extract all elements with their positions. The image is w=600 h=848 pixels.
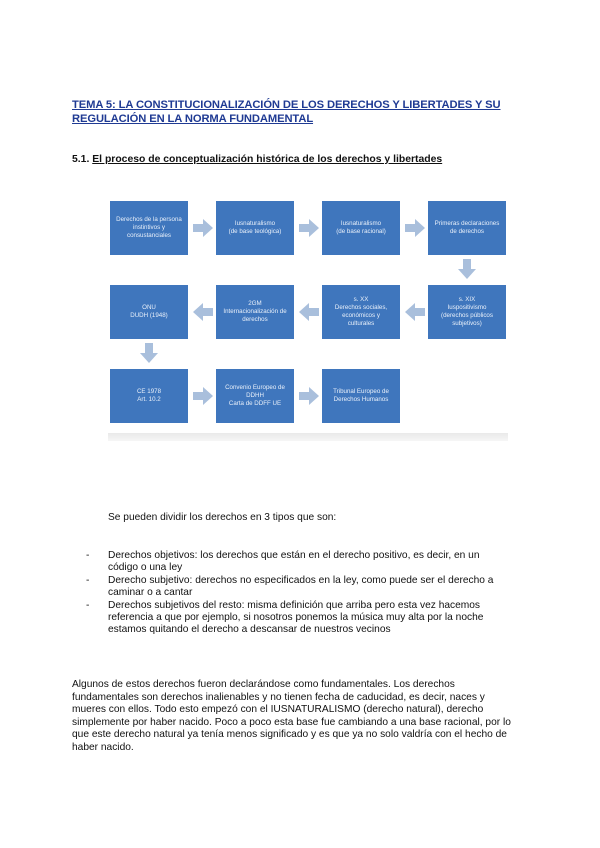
box-line: subjetivos): [452, 320, 482, 327]
diagram-shadow: [108, 433, 508, 441]
box-iusnaturalismo-teologica: [216, 201, 294, 255]
box-line: económicos y: [342, 312, 380, 319]
box-onu: [110, 285, 188, 339]
box-line: (de base racional): [336, 228, 386, 235]
box-line: CE 1978: [136, 388, 162, 395]
box-line: derechos: [242, 316, 268, 323]
box-line: instintivos y: [133, 224, 165, 231]
box-line: Iusnaturalismo: [234, 220, 276, 227]
arrow-right-icon: [299, 219, 319, 237]
arrow-left-icon: [405, 303, 425, 321]
history-flow-diagram: [108, 195, 508, 441]
arrow-left-icon: [193, 303, 213, 321]
list-item: [86, 550, 496, 575]
box-line: s. XIX: [458, 296, 476, 303]
box-siglo-xx: [322, 285, 400, 339]
box-siglo-xix: [428, 285, 506, 339]
document-title: TEMA 5: LA CONSTITUCIONALIZACIÓN DE LOS DERECHOS Y LIBERTADES Y SU REGULACIÓN EN LA NORMA FUNDAMENTAL: [72, 99, 501, 125]
box-line: 2GM: [248, 300, 262, 307]
box-line: Derechos sociales,: [334, 304, 388, 311]
box-2gm: [216, 285, 294, 339]
box-line: (de base teológica): [228, 228, 282, 235]
box-line: Convenio Europeo de: [225, 384, 285, 391]
box-line: Primeras declaraciones: [434, 220, 500, 227]
box-derechos-persona: [110, 201, 188, 255]
box-line: Iusnaturalismo: [340, 220, 382, 227]
list-item: [86, 600, 496, 637]
arrow-down-icon: [458, 259, 476, 279]
box-primeras-declaraciones: [428, 201, 506, 255]
rights-types-list: [86, 550, 496, 637]
box-line: consustanciales: [126, 232, 172, 239]
box-line: Derechos de la persona: [116, 216, 182, 223]
box-line: de derechos: [449, 228, 485, 235]
box-line: culturales: [347, 320, 375, 327]
section-number: 5.1.: [72, 154, 90, 165]
body-paragraph: Algunos de estos derechos fueron declarándose como fundamentales. Los derechos fundamentales son derechos inalienables y no tienen fecha de caducidad, es decir, naces y mueres con ellos. Todo esto empezó con el IUSNATURALISMO (derecho natural), derecho simplemente por haber nacido. Poco a poco esta base fue cambiando a una base racional, por lo que este derecho natural ya tenía menos significado y es que ya no solo valdría con el hecho de haber nacido.: [72, 679, 511, 753]
box-line: s. XX: [353, 296, 369, 303]
section-heading: [72, 153, 502, 166]
box-line: DUDH (1948): [130, 312, 168, 319]
list-item-text: Derechos objetivos: los derechos que están en el derecho positivo, es decir, en un código o una ley: [108, 550, 480, 574]
arrow-right-icon: [405, 219, 425, 237]
arrow-down-icon: [140, 343, 158, 363]
box-ce-1978: [110, 369, 188, 423]
box-line: Art. 10.2: [137, 396, 161, 403]
arrow-right-icon: [193, 219, 213, 237]
box-tribunal-europeo: [322, 369, 400, 423]
box-line: Internacionalización de: [223, 308, 287, 315]
box-line: Tribunal Europeo de: [333, 388, 389, 395]
list-item-text: Derecho subjetivo: derechos no especificados en la ley, como puede ser el derecho a caminar o a cantar: [108, 574, 494, 599]
box-line: Derechos Humanos: [333, 396, 389, 403]
box-line: (derechos públicos: [441, 312, 493, 319]
list-dash: -: [86, 574, 90, 586]
list-item-text: Derechos subjetivos del resto: misma definición que arriba pero esta vez hacemos referencia a que por ejemplo, si nosotros ponemos la música muy alta por la noche estamos quitando el derecho a descansar de nuestros vecinos: [108, 599, 484, 636]
arrow-right-icon: [299, 387, 319, 405]
list-dash: -: [86, 550, 90, 561]
list-dash: -: [86, 599, 90, 611]
box-line: Carta de DDFF UE: [228, 400, 282, 407]
box-line: DDHH: [246, 392, 264, 399]
arrow-right-icon: [193, 387, 213, 405]
box-line: ONU: [142, 304, 156, 311]
list-item: [86, 575, 496, 600]
section-title: El proceso de conceptualización histórica de los derechos y libertades: [92, 154, 443, 165]
arrow-left-icon: [299, 303, 319, 321]
box-iusnaturalismo-racional: [322, 201, 400, 255]
box-line: Iuspositivismo: [447, 304, 487, 311]
box-convenio-europeo: [216, 369, 294, 423]
intro-text: Se pueden dividir los derechos en 3 tipos que son:: [108, 512, 337, 523]
